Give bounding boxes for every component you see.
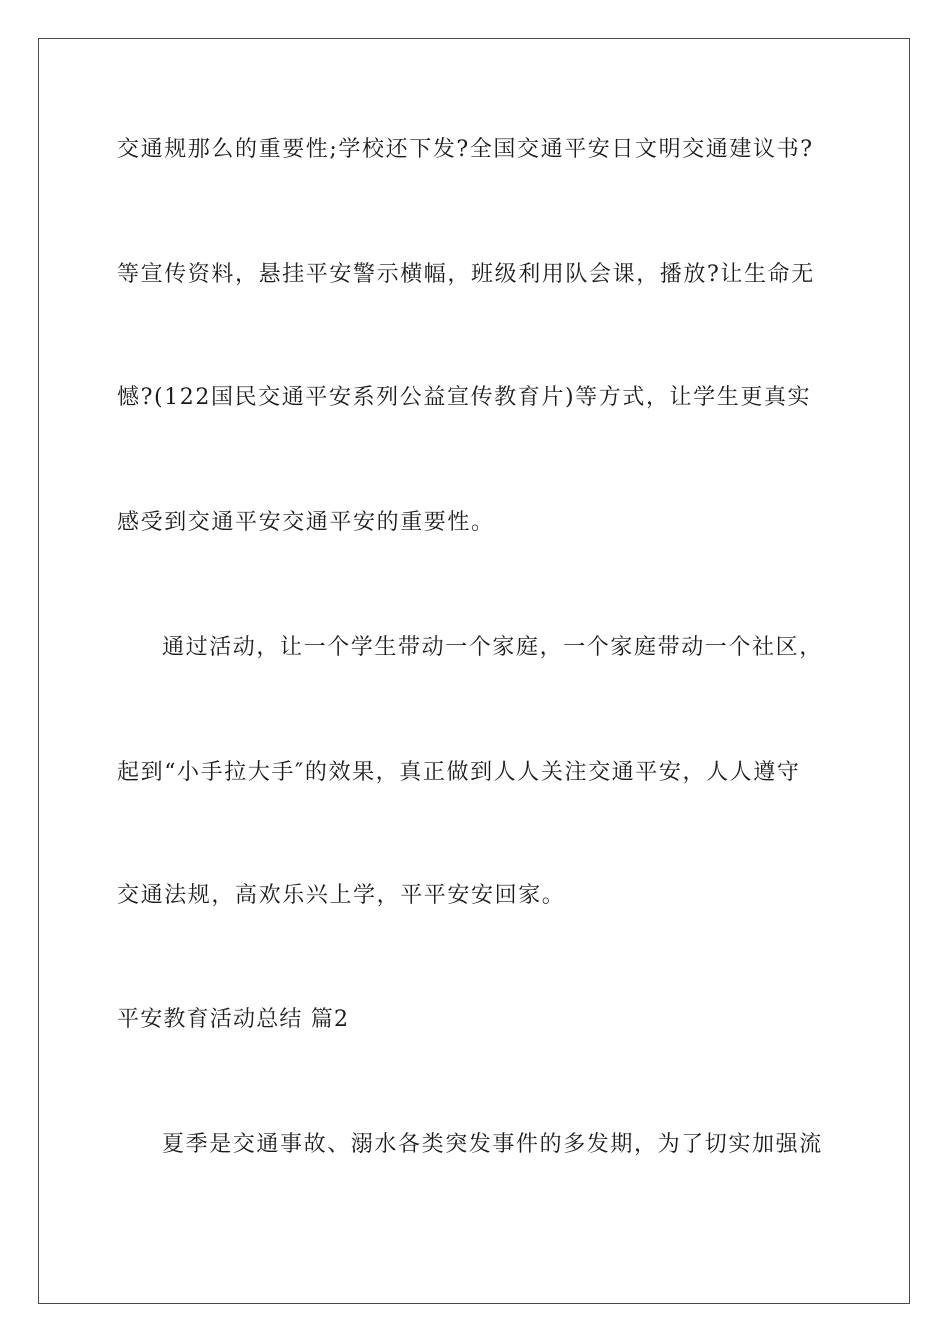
section-heading: 平安教育活动总结 篇2 [117,1007,350,1032]
paragraph-line: 交通法规，高欢乐兴上学，平平安安回家。 [117,883,566,908]
paragraph-line: 夏季是交通事故、溺水各类突发事件的多发期，为了切实加强流 [162,1132,823,1157]
paragraph-line: 等宣传资料，悬挂平安警示横幅，班级利用队会课，播放?让生命无 [117,262,815,287]
paragraph-line: 憾?(122国民交通平安系列公益宣传教育片)等方式，让学生更真实 [117,385,812,410]
paragraph-line: 感受到交通平安交通平安的重要性。 [117,510,495,535]
paragraph-line: 起到“小手拉大手″的效果，真正做到人人关注交通平安，人人遵守 [117,760,801,785]
paragraph-line: 通过活动，让一个学生带动一个家庭，一个家庭带动一个社区， [162,635,823,660]
page-border [38,38,910,1304]
paragraph-line: 交通规那么的重要性;学校还下发?全国交通平安日文明交通建议书? [117,137,814,162]
